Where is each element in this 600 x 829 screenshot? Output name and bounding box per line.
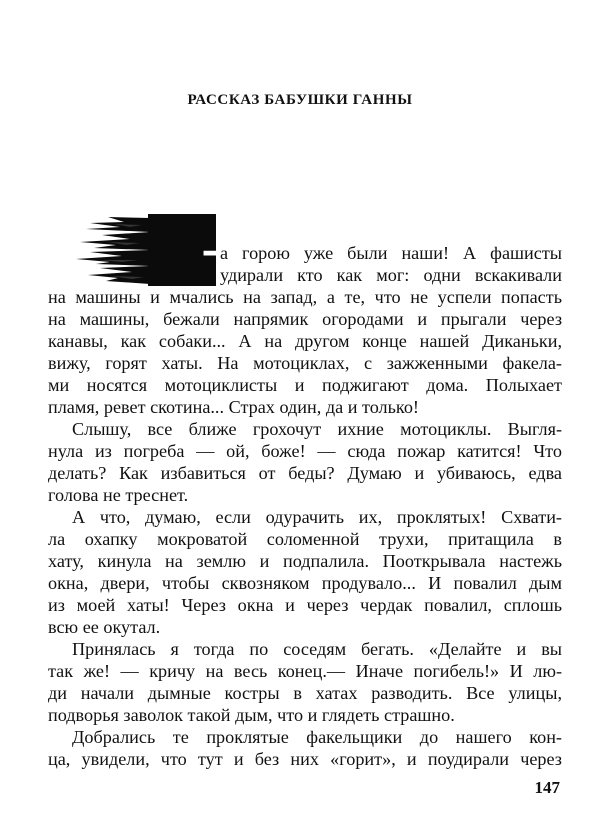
text-line: канавы, как собаки... А на другом конце нашей Диканьки, — [48, 331, 562, 351]
text-line: всю ее окутал. — [48, 617, 161, 637]
text-line: вижу, горят хаты. На мотоциклах, с зажженными факела- — [48, 353, 562, 373]
text-line: А что, думаю, если одурачить их, проклятых! Схвати- — [72, 507, 562, 527]
text-line: ца, увидели, что тут и без них «горит», и поудирали через — [48, 749, 562, 769]
text-line: на машины и мчались на запад, а те, что не успели попасть — [48, 287, 562, 307]
text-line: а горою уже были наши! А фашисты — [220, 243, 562, 263]
text-line: голова не треснет. — [48, 485, 189, 505]
text-line: Добрались те проклятые факельщики до нашего кон- — [72, 727, 562, 747]
text-line: так же! — кричу на весь конец.— Иначе погибель!» И лю- — [48, 661, 562, 681]
chapter-title: РАССКАЗ БАБУШКИ ГАННЫ — [187, 92, 413, 108]
drop-cap-letter: -З — [200, 215, 258, 282]
text-line: хату, кинула на землю и подпалила. Пооткрывала настежь — [48, 551, 562, 571]
text-line: ди начали дымные костры в хатах разводить. Все улицы, — [48, 683, 562, 703]
text-line: Принялась я тогда по соседям бегать. «Делайте и вы — [72, 639, 562, 659]
drop-cap — [50, 214, 258, 290]
text-line: окна, двери, чтобы сквозняком продувало... И повалил дым — [48, 573, 562, 593]
text-line: делать? Как избавиться от беды? Думаю и убиваюсь, едва — [48, 463, 562, 483]
text-line: пламя, ревет скотина... Страх один, да и только! — [48, 397, 419, 417]
text-line: ла охапку мокроватой соломенной трухи, притащила в — [48, 529, 562, 549]
text-line: ми носятся мотоциклисты и поджигают дома. Полыхает — [48, 375, 562, 395]
drop-cap-flame-decoration — [50, 214, 220, 290]
text-line: нула из погреба — ой, боже! — сюда пожар катится! Что — [48, 441, 562, 461]
text-line: удирали кто как мог: одни вскакивали — [220, 265, 562, 285]
page-number: 147 — [534, 778, 560, 797]
text-line: на машины, бежали напрямик огородами и прыгали через — [48, 309, 562, 329]
text-line: подворья заволок такой дым, что и глядеть страшно. — [48, 705, 455, 725]
text-line: из моей хаты! Через окна и через чердак повалил, сплошь — [48, 595, 562, 615]
text-line: Слышу, все ближе грохочут ихние мотоциклы. Выгля- — [72, 419, 562, 439]
